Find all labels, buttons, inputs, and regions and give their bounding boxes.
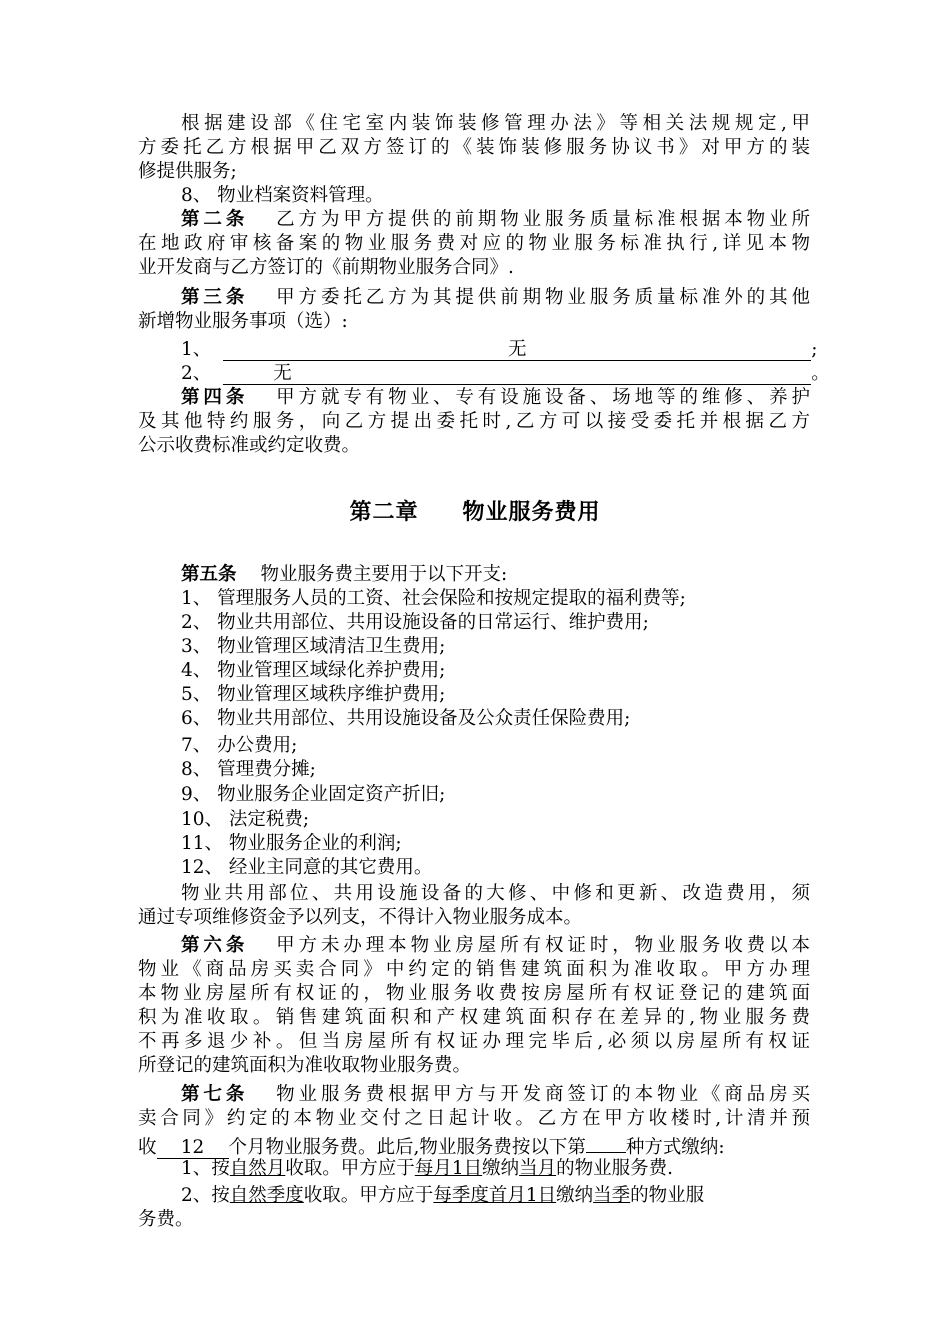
- payment-option-2: 2、按自然季度收取。甲方应于每季度首月1日缴纳当季的物业服: [181, 1185, 705, 1206]
- list-item: 10、 法定税费;: [181, 809, 310, 830]
- article-label: 第七条: [181, 1084, 249, 1105]
- list-item: 1、 管理服务人员的工资、社会保险和按规定提取的福利费等;: [181, 588, 686, 609]
- article-3-line: 第三条 甲方委托乙方为其提供前期物业服务质量标准外的其他: [181, 287, 810, 308]
- paragraph-line: 务费。: [138, 1209, 194, 1230]
- fill-blank: 无: [223, 363, 811, 385]
- article-label: 第三条: [181, 287, 249, 308]
- paragraph-line: 新增物业服务事项（选）:: [138, 311, 348, 332]
- list-item: 3、 物业管理区域清洁卫生费用;: [181, 636, 446, 657]
- chapter-heading: 第二章 物业服务费用: [349, 499, 601, 525]
- paragraph-line: 根据建设部《住宅室内装饰装修管理办法》等相关法规规定,甲: [181, 113, 810, 134]
- paragraph-line: 通过专项维修资金予以列支，不得计入物业服务成本。: [138, 907, 583, 928]
- fill-item-1: 1、 无 ;: [181, 339, 818, 360]
- list-item: 5、 物业管理区域秩序维护费用;: [181, 684, 446, 705]
- list-item: 2、 物业共用部位、共用设施设备的日常运行、维护费用;: [181, 612, 649, 633]
- paragraph-line: 卖合同》约定的本物业交付之日起计收。乙方在甲方收楼时,计清并预: [138, 1108, 810, 1129]
- article-2-line: 第二条 乙方为甲方提供的前期物业服务质量标准根据本物业所: [181, 209, 810, 230]
- paragraph-line: 方委托乙方根据甲乙双方签订的《装饰装修服务协议书》对甲方的装: [138, 137, 810, 158]
- article-label: 第二条: [181, 209, 249, 230]
- fill-blank: 无: [223, 339, 811, 361]
- payment-option-1: 1、按自然月收取。甲方应于每月1日缴纳当月的物业服务费.: [181, 1158, 674, 1179]
- paragraph-line: 业开发商与乙方签订的《前期物业服务合同》.: [138, 257, 514, 278]
- method-blank: [586, 1131, 626, 1153]
- article-4-line: 第四条 甲方就专有物业、专有设施设备、场地等的维修、养护: [181, 387, 810, 408]
- list-item: 9、 物业服务企业固定资产折旧;: [181, 784, 446, 805]
- article-label: 第六条: [181, 935, 249, 956]
- article-label: 第四条: [181, 387, 249, 408]
- list-item: 8、 管理费分摊;: [181, 759, 316, 780]
- paragraph-line: 物业共用部位、共用设施设备的大修、中修和更新、改造费用，须: [181, 883, 810, 904]
- paragraph-line: 在地政府审核备案的物业服务费对应的物业服务标准执行,详见本物: [138, 233, 810, 254]
- paragraph-line: 修提供服务;: [138, 161, 237, 182]
- list-item: 6、 物业共用部位、共用设施设备及公众责任保险费用;: [181, 708, 631, 729]
- paragraph-line: 所登记的建筑面积为准收取物业服务费。: [138, 1055, 472, 1076]
- paragraph-line: 不再多退少补。但当房屋所有权证办理完毕后,必须以房屋所有权证: [138, 1031, 810, 1052]
- article-6-line: 第六条 甲方未办理本物业房屋所有权证时，物业服务收费以本: [181, 935, 810, 956]
- paragraph-line: 及其他特约服务，向乙方提出委托时,乙方可以接受委托并根据乙方: [138, 411, 810, 432]
- list-item: 12、 经业主同意的其它费用。: [181, 857, 433, 878]
- article-7-line: 第七条 物业服务费根据甲方与开发商签订的本物业《商品房买: [181, 1084, 810, 1105]
- article-5-line: 第五条 物业服务费主要用于以下开支:: [181, 564, 508, 585]
- list-item: 4、 物业管理区域绿化养护费用;: [181, 660, 446, 681]
- months-blank: 12: [157, 1137, 229, 1159]
- paragraph-line: 积为准收取。销售建筑面积和产权建筑面积存在差异的,物业服务费: [138, 1007, 810, 1028]
- list-item: 8、 物业档案资料管理。: [181, 185, 384, 206]
- list-item: 7、 办公费用;: [181, 735, 298, 756]
- article-label: 第五条: [181, 564, 237, 585]
- paragraph-line: 本物业房屋所有权证的，物业服务收费按房屋所有权证登记的建筑面: [138, 983, 810, 1004]
- list-item: 11、 物业服务企业的利润;: [181, 833, 402, 854]
- paragraph-line: 公示收费标准或约定收费。: [138, 435, 361, 456]
- paragraph-line: 物业《商品房买卖合同》中约定的销售建筑面积为准收取。甲方办理: [138, 959, 810, 980]
- paragraph-line: 收 12 个月物业服务费。此后,物业服务费按以下第 种方式缴纳:: [138, 1131, 810, 1155]
- fill-item-2: 2、 无 。: [181, 363, 830, 384]
